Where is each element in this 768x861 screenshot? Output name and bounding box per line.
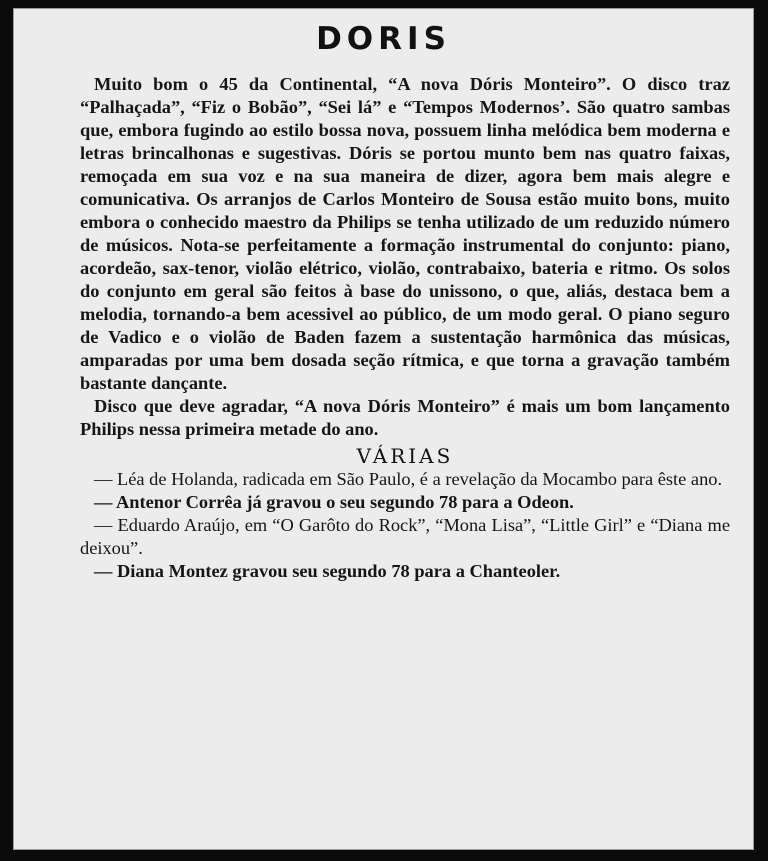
article-title: DORIS bbox=[316, 21, 451, 57]
review-paragraph-2: Disco que deve agradar, “A nova Dóris Monteiro” é mais um bom lançamento Philips nessa primeira metade do ano. bbox=[80, 396, 730, 439]
news-item-diana-montez: — Diana Montez gravou seu segundo 78 para a Chanteoler. bbox=[94, 561, 561, 581]
section-title-varias: VÁRIAS bbox=[356, 444, 454, 468]
newspaper-clipping bbox=[13, 8, 754, 850]
article-body bbox=[80, 73, 730, 583]
news-item-eduardo-araujo: — Eduardo Araújo, em “O Garôto do Rock”, “Mona Lisa”, “Little Girl” e “Diana me deixou”. bbox=[80, 515, 730, 558]
news-item-lea-de-holanda: — Léa de Holanda, radicada em São Paulo, é a revelação da Mocambo para êste ano. bbox=[94, 469, 723, 489]
news-item-antenor-correa: — Antenor Corrêa já gravou o seu segundo 78 para a Odeon. bbox=[94, 492, 574, 512]
review-paragraph-1: Muito bom o 45 da Continental, “A nova Dóris Monteiro”. O disco traz “Palhaçada”, “Fiz o Bobão”, “Sei lá” e “Tempos Modernos’. São quatro sambas que, embora fugindo ao estilo bossa nova, possuem linha melódica bem moderna e letras brincalhonas e sugestivas. Dóris se portou munto bem nas quatro faixas, remoçada em sua voz e na sua maneira de dizer, agora bem mais alegre e comunicativa. Os arranjos de Carlos Monteiro de Sousa estão muito bons, muito embora o conhecido maestro da Philips se tenha utilizado de um reduzido número de músicos. Nota-se perfeitamente a formação instrumental do conjunto: piano, acordeão, sax-tenor, violão elétrico, violão, contrabaixo, bateria e ritmo. Os solos do conjunto em geral são feitos à base do unissono, o que, aliás, destaca bem a melodia, tornando-a bem acessivel ao público, de um modo geral. O piano seguro de Vadico e o violão de Baden fazem a sustentação harmônica das músicas, amparadas por uma bem dosada seção rítmica, e que torna a gravação também bastante dançante. bbox=[80, 74, 730, 393]
